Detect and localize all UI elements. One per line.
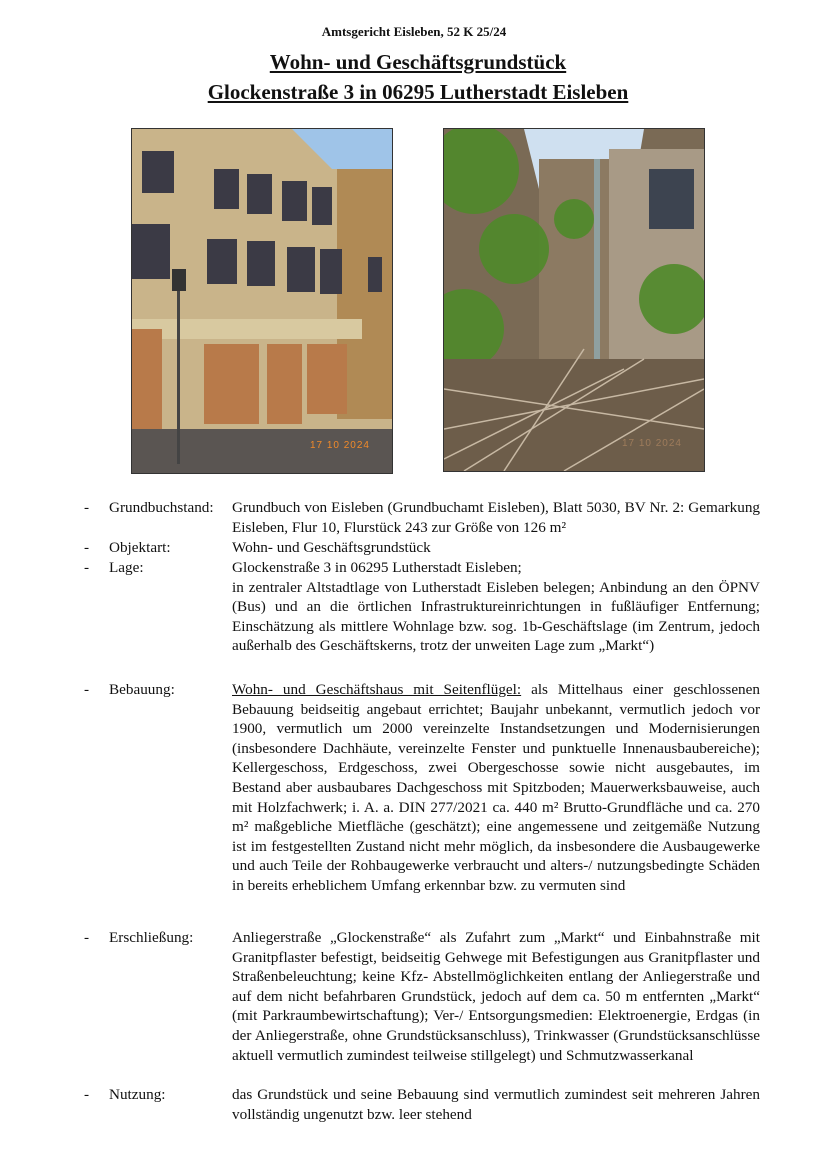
photo-date-stamp: 17 10 2024 — [309, 440, 370, 451]
court-reference: Amtsgericht Eisleben, 52 K 25/24 — [321, 24, 507, 39]
bullet: - — [84, 929, 90, 946]
bullet: - — [84, 1086, 90, 1103]
item-label: Nutzung: — [109, 1086, 166, 1103]
item-value — [232, 680, 760, 896]
bullet: - — [84, 539, 90, 556]
photo-side-wing — [443, 128, 705, 472]
photo-facade — [131, 128, 393, 474]
bullet: - — [84, 559, 90, 576]
photo-date-stamp: 17 10 2024 — [621, 438, 682, 449]
item-label: Erschließung: — [109, 929, 194, 946]
item-value: in zentraler Altstadtlage von Lutherstadt Eisleben belegen; Anbindung an den ÖPNV (Bus) und an die örtlichen Infrastruktureinrichtungen in fußläufiger Entfernung; Einschätzung als mittlere Wohnlage bzw. sog. 1b-Geschäftslage (im Zentrum, jedoch außerhalb des Geschäftskerns, trotz der unweiten Lage zum „Markt“) — [232, 578, 760, 655]
item-label: Lage: — [109, 559, 144, 576]
item-value: das Grundstück und seine Bebauung sind vermutlich zumindest seit mehreren Jahren vollständig ungenutzt bzw. leer stehend — [232, 1086, 760, 1123]
item-grundbuchstand — [84, 498, 760, 537]
item-value: Anliegerstraße „Glockenstraße“ als Zufahrt zum „Markt“ und Einbahnstraße mit Granitpflaster befestigt, beidseitig Gehwege mit Befestigungen aus Granitpflaster und Straßenbeleuchtung; keine Kfz- Abstellmöglichkeiten entlang der Anliegerstraße und auf dem nicht befahrbaren Grundstück, jedoch auf dem ca. 50 m entfernten „Markt“ (mit Parkraumbewirtschaftung); Ver-/ Entsorgungsmedien: Elektroenergie, Erdgas (in der Anliegerstraße, ohne Grundstücksanschluss), Trinkwasser (Grundstücksanschlüsse aktuell vermutlich zumindest teilweise stillgelegt) und Schmutzwasserkanal — [232, 929, 760, 1064]
item-label: Objektart: — [109, 539, 171, 556]
building-type-underlined: Wohn- und Geschäftshaus mit Seitenflügel: — [232, 681, 522, 698]
item-lage — [84, 558, 760, 656]
item-erschliessung — [84, 928, 760, 1065]
item-label: Grundbuchstand: — [109, 499, 214, 516]
item-bebauung — [84, 680, 760, 896]
item-objektart — [84, 538, 760, 558]
bullet: - — [84, 499, 90, 516]
building-description: als Mittelhaus einer geschlossenen Bebauung beidseitig angebaut errichtet; Baujahr unbekannt, vermutlich jedoch vor 1900, vermutlich um 2000 vereinzelte Instandsetzungen und Modernisierungen (insbesondere Dachhäute, vereinzelte Fenster und punktuelle Innenausbaubereiche); Kellergeschoss, Erdgeschoss, zwei Obergeschosse sowie nicht ausgebautes, im Bestand aber ausbaubares Dachgeschoss mit Spitzboden; Mauerwerksbauweise, auch mit Holzfachwerk; i. A. a. DIN 277/2021 ca. 440 m² Brutto-Grundfläche und ca. 270 m² maßgebliche Mietfläche (geschätzt); eine angemessene und zeitgemäße Nutzung ist im festgestellten Zustand nicht mehr möglich, da insbesondere die Ausbaugewerke und auch Teile der Rohbaugewerke verbraucht und alters-/ nutzungsbedingte Schäden in bereits erheblichem Umfang erkennbar bzw. zu vermuten sind — [232, 681, 760, 894]
item-value-address: Glockenstraße 3 in 06295 Lutherstadt Eisleben; — [232, 559, 522, 576]
item-label: Bebauung: — [109, 681, 175, 698]
item-value: Grundbuch von Eisleben (Grundbuchamt Eisleben), Blatt 5030, BV Nr. 2: Gemarkung Eisleben, Flur 10, Flurstück 243 zur Größe von 126 m² — [232, 499, 760, 536]
title-property-type: Wohn- und Geschäftsgrundstück — [269, 50, 567, 74]
title-address: Glockenstraße 3 in 06295 Lutherstadt Eisleben — [207, 80, 629, 104]
item-value: Wohn- und Geschäftsgrundstück — [232, 539, 431, 556]
bullet: - — [84, 681, 90, 698]
item-nutzung — [84, 1085, 760, 1124]
